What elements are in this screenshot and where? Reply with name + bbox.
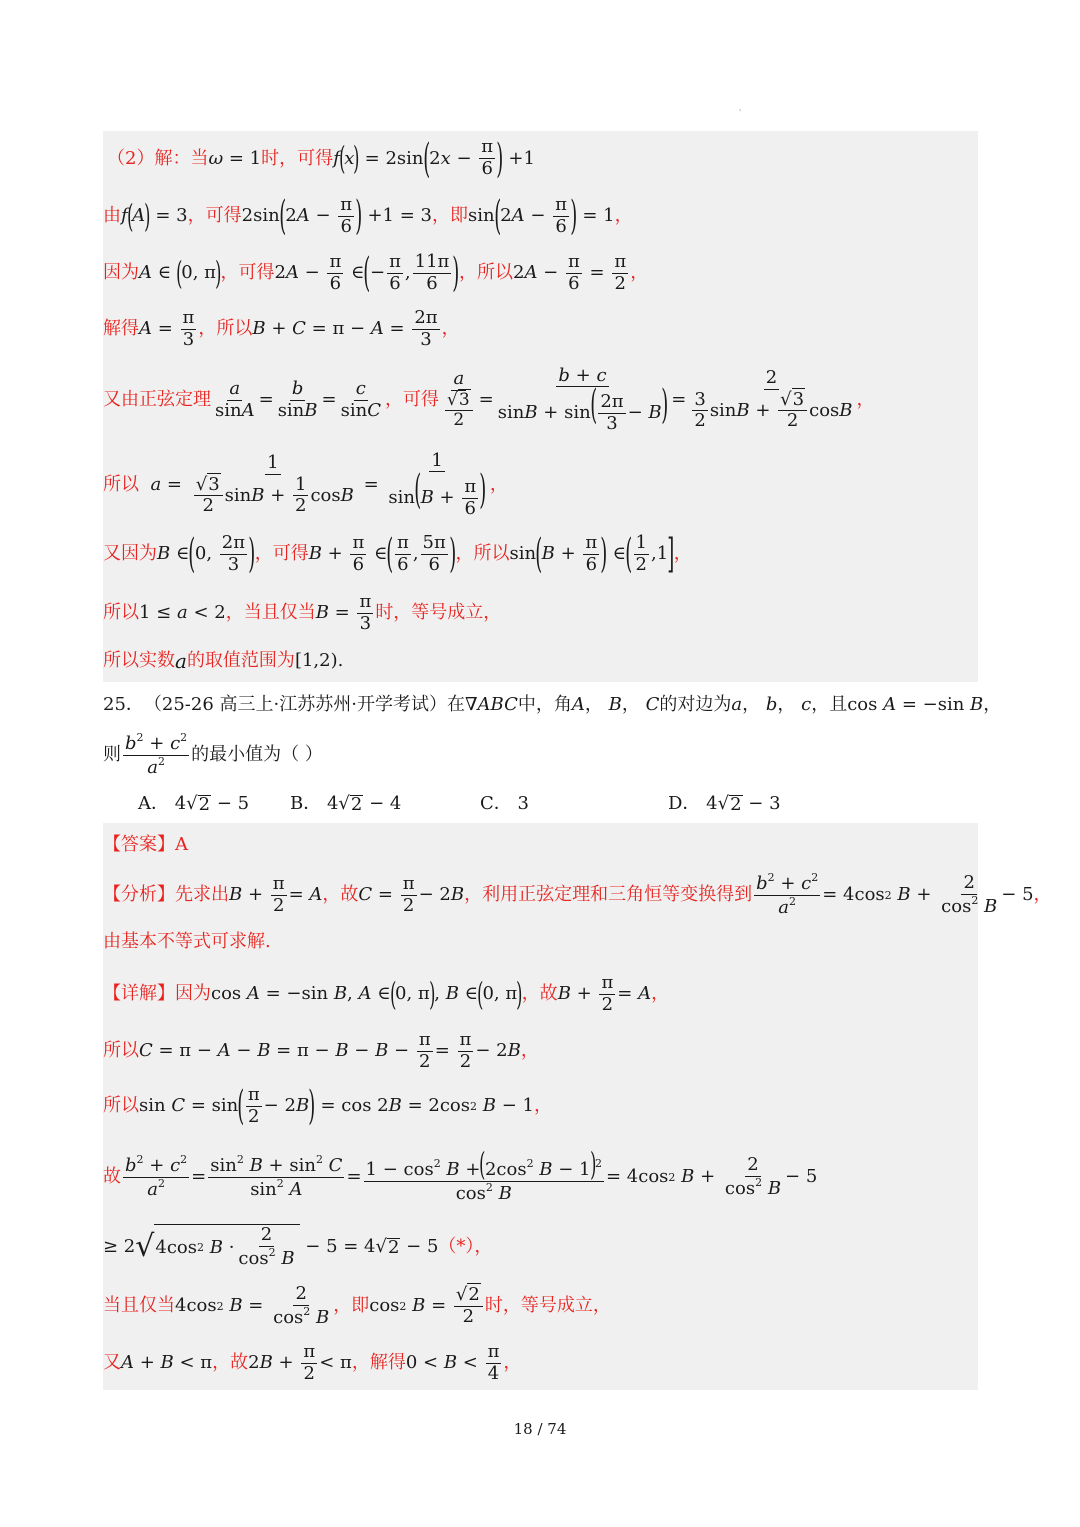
solution-line-4: 解得 A = $\frac{\pi}{3}$ ，所以 B + C = π − A = $\frac{2\pi}{3}$ ，: [103, 306, 460, 350]
solution-line-3: 因为 A ∈ ( 0, π ) ，可得 2 A − $\frac{\pi}{6}$ ∈ ( − $\frac{\pi}{6}$ , $\frac{11\pi}{6}$ ) ，所以 2 A − $\frac{\pi}{6}$ = $\frac{\pi}{2}$ ，: [103, 250, 649, 296]
text: 又: [103, 1352, 121, 1373]
text: （*），: [438, 1236, 493, 1257]
text: ，所以: [458, 262, 513, 283]
answer-line: [103, 833, 188, 857]
text: 在: [446, 694, 465, 715]
analysis-line: 【分析】 先求出 B + $\frac{\pi}{2}$ = A ，故 C = $\frac{\pi}{2}$ − 2 B ，利用正弦定理和三角恒等变换得到 $\frac{b^2 + c^2}{a^2}$ = 4cos 2 B + $\frac{2}{\cos^2 B}$ − 5 ，: [103, 870, 1052, 918]
text: （2）解：当: [107, 147, 209, 169]
question-source: （25-26 高三上·江苏苏州·开学考试）: [143, 694, 447, 715]
question-25-line-2: 则 $\frac{b^2 + c^2}{a^2}$ 的最小值为（ ）: [103, 730, 323, 778]
analysis-end-line: [103, 930, 271, 954]
detail-label: 【详解】: [103, 983, 175, 1004]
text: 时，等号成立，: [375, 602, 502, 623]
question-number: 25．: [103, 694, 144, 715]
page-number: 18 / 74: [513, 1420, 567, 1438]
option-label: D．: [668, 793, 701, 814]
text: ，所以: [198, 318, 253, 339]
text: 的最小值为（ ）: [191, 744, 323, 765]
text: .: [337, 650, 344, 671]
detail-line-4: 故 $\frac{b^2 + c^2}{a^2}$ = $\frac{\sin^2 B + \sin^2 C}{\sin^2 A}$ = $\frac{1 - \cos^2 B +(2\cos^2 B - 1)^2}{\cos^2 B}$ = 4cos 2 B + $\frac{2}{\cos^2 B}$ − 5: [103, 1144, 818, 1204]
text: 因为: [175, 983, 211, 1004]
detail-line-1: 【详解】 因为 cos A = −sin B , A ∈ ( 0, π ) , B ∈ ( 0, π ) ，故 B + $\frac{\pi}{2}$ = A ，: [103, 971, 670, 1015]
text: 又因为: [103, 543, 157, 564]
text: 先求出: [175, 884, 229, 905]
text: ，故: [212, 1352, 249, 1373]
text: 时，等号成立，: [484, 1295, 611, 1316]
text: 中，角: [517, 694, 572, 715]
text: ，所以: [455, 543, 510, 564]
solution-line-9: 所以实数 a 的取值范围为 [1,2) .: [103, 649, 344, 673]
detail-line-3: 所以 sin C = sin ( $\frac{\pi}{2}$ − 2 B ) = cos 2 B = 2cos 2 B − 1 ，: [103, 1083, 552, 1129]
answer-label: 【答案】: [103, 834, 175, 855]
detail-line-2: 所以 C = π − A − B = π − B − B − $\frac{\pi}{2}$ = $\frac{\pi}{2}$ − 2 B ，: [103, 1028, 539, 1072]
option-b[interactable]: B． 4√ 2 − 4: [290, 793, 402, 815]
text: 当且仅当: [103, 1295, 175, 1316]
detail-line-5: ≥ 2 √ 4cos 2 B · $\frac{2}{\cos^2 B}$ − 5 = 4√ 2 − 5 （*），: [103, 1224, 493, 1269]
text: ，故: [322, 884, 359, 905]
answer-block: [103, 823, 1052, 1390]
text: 由: [103, 205, 121, 226]
option-label: B．: [290, 793, 322, 814]
text: ，可得: [384, 389, 439, 410]
text: ，可得: [220, 262, 275, 283]
text: 解得: [103, 318, 139, 339]
option-a[interactable]: A． 4√ 2 − 5: [138, 793, 250, 815]
option-label: C．: [480, 793, 512, 814]
solution-line-1: （2）解：当 ω = 1 时，可得 f ( x ) = 2sin ( 2 x − $\frac{\pi}{6}$ ) +1: [107, 135, 535, 182]
text: 故: [103, 1166, 121, 1187]
text: ，当且仅当: [225, 602, 316, 623]
solution-line-2: 由 f ( A ) = 3 ，可得 2sin ( 2 A − $\frac{\pi}{6}$ ) +1 = 3 ，即 sin ( 2 A − $\frac{\pi}{6}$ ) = 1 ，: [103, 193, 633, 239]
text: ，解得: [351, 1352, 406, 1373]
text: 又由正弦定理: [103, 389, 211, 410]
text: ，故: [521, 983, 558, 1004]
detail-line-6: 当且仅当 4cos 2 B = $\frac{2}{\cos^2 B}$ ，即 cos 2 B = $\frac{√2}{2}$ 时，等号成立，: [103, 1282, 611, 1328]
text: ，即: [431, 205, 468, 226]
page-mark: ': [739, 108, 742, 117]
text: 时，可得: [261, 147, 334, 169]
solution-line-6: 所以 a = 1 $\frac{√3}{2}$ sinB + $\frac{1}{2}$ cosB = 1 sin(B + $\frac{\pi}{6}$ ) ，: [103, 449, 508, 519]
detail-line-7: 又 A + B < π ，故 2 B + $\frac{\pi}{2}$ < π ，解得 0 < B < $\frac{\pi}{4}$ ，: [103, 1340, 522, 1384]
range-value: [1,2): [294, 650, 338, 671]
text: 则: [103, 744, 121, 765]
solution-block: [103, 131, 978, 682]
option-label: A．: [138, 793, 169, 814]
question-25-line-1: 25． （25-26 高三上·江苏苏州·开学考试） 在 ∇ ABC 中，角 A ， B ， C 的对边为 a ， b ， c ，且 cos A = −sin B ，: [103, 694, 1002, 715]
text: ，即: [333, 1295, 370, 1316]
solution-line-7: 又因为 B ∈ ( 0, $\frac{2\pi}{3}$ ) ，可得 B + $\frac{\pi}{6}$ ∈ ( $\frac{\pi}{6}$ , $\frac{5\pi}{6}$ ) ，所以 sin ( B + $\frac{\pi}{6}$ ) ∈ ( $\frac{1}{2}$ ,1 ] ，: [103, 531, 692, 577]
solution-line-5: 又由正弦定理 $\frac{a}{\sin A}$ = $\frac{b}{\sin B}$ = $\frac{c}{\sin C}$ ，可得 $\frac{a}{\frac{√3}{2}}$ = b + c sinB + sin( $\frac{2\pi}{3}$ − B) = 2 $\frac{3}{2}$ sinB + $\frac{√3}{2}$ cosB ，: [103, 364, 875, 434]
text: 所以: [103, 1095, 139, 1116]
text: 所以: [103, 602, 139, 623]
text: 的取值范围为: [186, 650, 295, 671]
text: ，利用正弦定理和三角恒等变换得到: [464, 884, 753, 905]
text: 所以: [103, 1040, 139, 1061]
option-d[interactable]: D． 4√ 2 − 3: [668, 793, 781, 815]
text: 由基本不等式可求解.: [103, 931, 271, 952]
text: 所以实数: [103, 650, 175, 671]
option-value: 3: [517, 793, 529, 814]
text: 所以: [103, 474, 139, 495]
text: ，可得: [187, 205, 242, 226]
text: ，且: [811, 694, 848, 715]
analysis-label: 【分析】: [103, 884, 175, 905]
solution-line-8: 所以 1 ≤ a < 2 ，当且仅当 B = $\frac{\pi}{3}$ 时，等号成立，: [103, 590, 502, 634]
text: 因为: [103, 262, 139, 283]
answer-value: A: [175, 834, 188, 855]
option-c[interactable]: [480, 792, 529, 816]
text: ，可得: [254, 543, 309, 564]
text: 的对边为: [659, 694, 732, 715]
